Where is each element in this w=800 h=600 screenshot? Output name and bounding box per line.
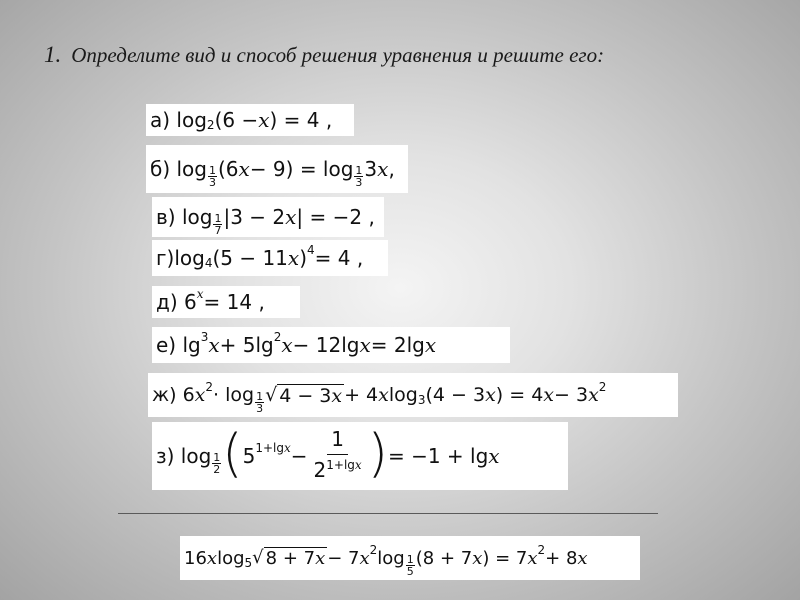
equation-label: з) [156,444,175,468]
equation-a: а) log 2 (6 − x ) = 4 , [146,104,354,136]
task-number: 1. [44,42,62,67]
equation-g: ж) 6 x 2 · log $\frac{1}{3}$ √ 4 − 3x + 4 x log 3 (4 − 3 x ) = 4 x − 3 x 2 [148,373,678,417]
equation-label: ж) [152,384,177,406]
task-heading [44,42,784,68]
equation-e: д) 6 x = 14 , [152,286,300,318]
equation-label: а) [150,108,171,132]
equation-label: г) [156,246,175,270]
equation-label: б) [150,157,171,181]
equation-h: з) log $\frac{1}{2}$ ( 5 1+lgx − 1 $2^{1+lgx}$ ) = −1 + lg x [152,422,568,490]
task-text: Определите вид и способ решения уравнения и решите его: [71,43,605,67]
divider-line [118,513,658,514]
equation-label: в) [156,205,176,229]
equation-d: г) log 4 (5 − 11 x ) 4 = 4 , [152,240,388,276]
extra-equation: 16 x log 5 √ 8 + 7x − 7 x 2 log $\frac{1}{5}$ (8 + 7 x ) = 7 x 2 + 8 x [180,536,640,580]
equation-f: е) lg 3 x + 5lg 2 x − 12lg x = 2lg x [152,327,510,363]
equation-label: е) [156,333,177,357]
equation-c: в) log $\frac{1}{7}$ |3 − 2 x | = −2 , [152,197,384,237]
equation-b: б) log $\frac{1}{3}$ (6 x − 9) = log $\frac{1}{3}$ 3 x , [146,145,408,193]
equation-label: д) [156,290,178,314]
